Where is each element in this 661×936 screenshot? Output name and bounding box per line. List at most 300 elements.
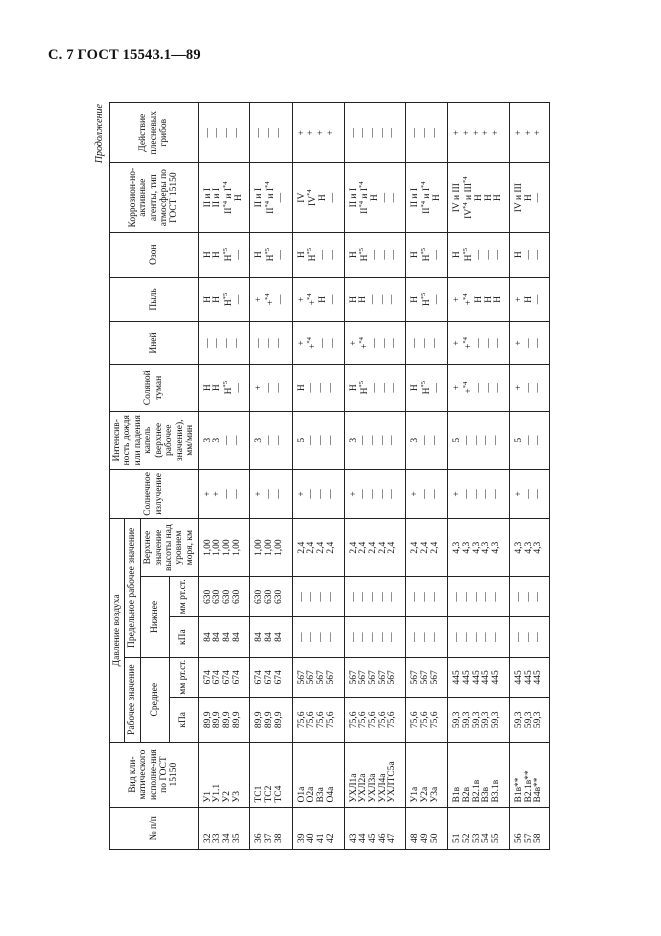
ozone-cell	[250, 232, 292, 277]
dust-cell	[406, 277, 448, 322]
cell-value: 567	[377, 670, 388, 685]
cell-value: 59,3	[452, 711, 463, 729]
header-mean-mmhg: мм рт.ст.	[169, 657, 198, 697]
cell-value: +	[254, 385, 265, 391]
fungi-cell	[198, 103, 250, 164]
cell-value: IV и III	[513, 183, 524, 213]
cell-value: —	[452, 632, 463, 642]
cell-value: +	[410, 491, 421, 497]
salt-fog-cell	[292, 364, 344, 411]
cell-value: 75,6	[316, 711, 326, 729]
dust-cell	[292, 277, 344, 322]
solar-cell	[406, 469, 448, 518]
cell-value: —	[348, 128, 359, 138]
cell-value: 4,3	[452, 541, 463, 554]
cell-value: —	[327, 249, 338, 260]
cell-value: Н	[296, 384, 307, 392]
cell-value: +	[481, 130, 492, 136]
cell-value: —	[387, 632, 398, 642]
cell-value: 445	[513, 670, 524, 685]
cell-value: 567	[306, 670, 317, 685]
cell-value: 630	[221, 589, 232, 604]
cell-value: —	[410, 592, 421, 602]
cell-value: —	[523, 249, 534, 260]
lower-mmhg-cell	[292, 577, 344, 617]
cell-value: 57	[523, 833, 534, 843]
cell-value: 1,00	[264, 539, 275, 556]
cell-value: +	[513, 340, 524, 346]
cell-value: —	[367, 294, 378, 305]
cell-value: —	[513, 632, 524, 642]
cell-value: 2,4	[429, 541, 440, 554]
salt-fog-cell	[250, 364, 292, 411]
cell-value: УХЛ1а	[348, 773, 359, 803]
cell-value: 2,4	[419, 541, 430, 554]
cell-value: О2а	[306, 786, 317, 803]
cell-value: 53	[471, 833, 482, 843]
cell-value: $Н^{*5}$	[221, 381, 235, 395]
cell-value: —	[367, 489, 378, 499]
cell-value: —	[306, 592, 317, 602]
corrosive-cell	[198, 163, 250, 232]
cell-value: —	[325, 382, 336, 393]
cell-value: —	[533, 192, 544, 203]
cell-value: 445	[533, 670, 544, 685]
cell-value: 4,3	[491, 541, 502, 554]
header-mean: Среднее	[140, 657, 169, 742]
table-header	[110, 103, 199, 850]
cell-value: 1,00	[221, 539, 232, 556]
cell-value: 445	[491, 670, 502, 685]
cell-value: —	[523, 382, 534, 393]
cell-value: —	[473, 249, 484, 260]
header-fungi: Действие плесневых грибов	[110, 103, 199, 164]
header-lower-mmhg: мм рт.ст.	[169, 577, 198, 617]
header-solar: Солнечное излучение	[110, 469, 199, 518]
num-cell	[292, 807, 344, 849]
code-cell	[509, 742, 549, 807]
corrosive-cell	[406, 163, 448, 232]
cell-value: IV$^{*4}$	[306, 189, 319, 206]
cell-value: $Н^{*5}$	[221, 248, 235, 262]
cell-value: Н	[483, 194, 494, 202]
cell-value: 445	[452, 670, 463, 685]
cell-value: 89,9	[221, 711, 232, 729]
table-row	[406, 103, 448, 850]
cell-value: —	[493, 249, 504, 260]
cell-value: —	[264, 435, 275, 446]
cell-value: —	[377, 592, 388, 602]
cell-value: —	[533, 592, 544, 602]
cell-value: —	[533, 632, 544, 642]
cell-value: —	[410, 632, 421, 642]
dust-cell	[509, 277, 549, 322]
cell-value: В1в	[452, 786, 463, 803]
cell-value: —	[471, 592, 482, 602]
salt-fog-cell	[406, 364, 448, 411]
cell-value: —	[367, 592, 378, 602]
header-limit-working: Предельное рабочее значение	[125, 519, 140, 658]
cell-value: 630	[231, 589, 242, 604]
cell-value: —	[429, 489, 440, 499]
mean-kpa-cell	[448, 697, 510, 742]
cell-value: 46	[377, 833, 388, 843]
cell-value: 5	[296, 437, 307, 443]
cell-value: —	[462, 632, 473, 642]
cell-value: Н	[212, 251, 223, 259]
cell-value: +$^{*4}$	[264, 293, 277, 306]
cell-value: У2а	[419, 786, 430, 803]
cell-value: 567	[387, 670, 398, 685]
cell-value: Н	[358, 295, 369, 303]
cell-value: 4,3	[462, 541, 473, 554]
cell-value: —	[318, 249, 329, 260]
cell-value: —	[533, 249, 544, 260]
cell-value: 674	[212, 670, 223, 685]
cell-value: 75,6	[410, 711, 421, 729]
solar-cell	[448, 469, 510, 518]
climatic-table	[109, 102, 550, 850]
cell-value: —	[431, 382, 442, 393]
dust-cell	[250, 277, 292, 322]
cell-value: —	[481, 489, 492, 499]
cell-value: 42	[325, 833, 336, 843]
cell-value: $Н^{*5}$	[419, 381, 432, 395]
cell-value: —	[358, 592, 369, 602]
cell-value: 84	[221, 632, 232, 642]
cell-value: 567	[358, 670, 369, 685]
code-cell	[448, 742, 510, 807]
cell-value: 5	[452, 437, 463, 443]
cell-value: —	[410, 128, 421, 138]
cell-value: 89,9	[231, 711, 242, 729]
cell-value: 567	[410, 670, 421, 685]
cell-value: Н	[431, 194, 442, 202]
cell-value: Н	[348, 384, 359, 392]
header-lower-kpa: кПа	[169, 617, 198, 657]
cell-value: —	[387, 489, 398, 499]
table-row	[448, 103, 510, 850]
upper-km-cell	[292, 519, 344, 577]
cell-value: —	[212, 338, 223, 348]
cell-value: Н	[452, 251, 463, 259]
lower-mmhg-cell	[448, 577, 510, 617]
frost-cell	[509, 322, 549, 364]
cell-value: Н	[202, 384, 213, 392]
rotated-table-area	[95, 100, 605, 850]
cell-value: —	[233, 249, 244, 260]
cell-value: В4в**	[533, 777, 544, 803]
cell-value: $Н^{*5}$	[264, 248, 277, 262]
cell-value: 567	[367, 670, 378, 685]
cell-value: —	[389, 338, 400, 348]
cell-value: +	[452, 385, 463, 391]
cell-value: 2,4	[387, 541, 398, 554]
cell-value: +$^{*4}$	[306, 293, 319, 306]
salt-fog-cell	[198, 364, 250, 411]
code-cell	[198, 742, 250, 807]
cell-value: —	[429, 128, 440, 138]
fungi-cell	[448, 103, 510, 164]
cell-value: 84	[212, 632, 223, 642]
cell-value: 34	[221, 833, 232, 843]
cell-value: —	[316, 632, 326, 642]
cell-value: —	[452, 592, 463, 602]
cell-value: +	[452, 296, 463, 303]
cell-value: +	[471, 130, 482, 136]
mean-kpa-cell	[250, 697, 292, 742]
frost-cell	[292, 322, 344, 364]
cell-value: 1,00	[273, 539, 284, 556]
cell-value: 33	[212, 833, 223, 843]
cell-value: Н	[410, 295, 421, 303]
cell-value: —	[533, 435, 544, 446]
cell-value: —	[264, 489, 275, 499]
solar-cell	[292, 469, 344, 518]
cell-value: —	[212, 128, 223, 138]
num-cell	[344, 807, 406, 849]
cell-value: 40	[306, 833, 317, 843]
cell-value: 38	[273, 833, 284, 843]
salt-fog-cell	[448, 364, 510, 411]
cell-value: Н	[348, 251, 359, 259]
cell-value: —	[327, 338, 338, 348]
cell-value: —	[370, 338, 381, 348]
ozone-cell	[406, 232, 448, 277]
cell-value: —	[462, 489, 473, 499]
cell-value: УХЛ4а	[377, 773, 388, 803]
cell-value: Н	[513, 251, 524, 259]
header-rain: Интенсив-ность дождя или падения капель (верхнее рабочее значение), мм/мин	[110, 411, 199, 469]
cell-value: 51	[452, 833, 463, 843]
lower-mmhg-cell	[250, 577, 292, 617]
cell-value: +	[513, 491, 524, 497]
cell-value: —	[327, 192, 338, 203]
cell-value: 2,4	[325, 541, 336, 554]
cell-value: —	[533, 294, 544, 305]
salt-fog-cell	[344, 364, 406, 411]
cell-value: 43	[348, 833, 359, 843]
cell-value: —	[254, 128, 265, 138]
corrosive-cell	[448, 163, 510, 232]
cell-value: —	[387, 435, 398, 446]
cell-value: —	[358, 489, 369, 499]
cell-value: —	[483, 382, 494, 393]
cell-value: +	[296, 491, 307, 497]
code-cell	[344, 742, 406, 807]
cell-value: 44	[358, 833, 369, 843]
corrosive-cell	[509, 163, 549, 232]
cell-value: 630	[273, 589, 284, 604]
cell-value: 58	[533, 833, 544, 843]
header-num: № п/п	[110, 807, 199, 849]
cell-value: 1,00	[254, 539, 265, 556]
cell-value: +	[513, 296, 524, 303]
header-mean-kpa: кПа	[169, 697, 198, 742]
salt-fog-cell	[509, 364, 549, 411]
mean-mmhg-cell	[509, 657, 549, 697]
cell-value: У1.1	[212, 783, 223, 803]
cell-value: —	[377, 294, 388, 305]
cell-value: —	[273, 489, 284, 499]
cell-value: 89,9	[254, 711, 265, 729]
fungi-cell	[509, 103, 549, 164]
rain-cell	[292, 411, 344, 469]
cell-value: Н	[370, 194, 381, 202]
cell-value: —	[306, 632, 317, 642]
cell-value: —	[483, 249, 494, 260]
header-upper: Верхнее значение высоты над уровнем моря, км	[140, 519, 198, 577]
cell-value: —	[462, 592, 473, 602]
cell-value: —	[523, 435, 534, 446]
cell-value: $Н^{*5}$	[419, 292, 432, 307]
cell-value: 59,3	[491, 711, 502, 729]
cell-value: 75,6	[387, 711, 398, 729]
lower-kpa-cell	[406, 617, 448, 657]
cell-value: —	[316, 435, 326, 446]
fungi-cell	[406, 103, 448, 164]
cell-value: —	[471, 632, 482, 642]
cell-value: —	[377, 489, 388, 499]
cell-value: 48	[410, 833, 421, 843]
mean-kpa-cell	[509, 697, 549, 742]
cell-value: —	[481, 632, 492, 642]
rain-cell	[406, 411, 448, 469]
cell-value: 2,4	[358, 541, 369, 554]
upper-km-cell	[406, 519, 448, 577]
cell-value: 4,3	[471, 541, 482, 554]
solar-cell	[250, 469, 292, 518]
table-row	[509, 103, 549, 850]
cell-value: —	[379, 338, 390, 348]
cell-value: 3	[202, 437, 213, 443]
rain-cell	[250, 411, 292, 469]
cell-value: О1а	[296, 786, 307, 803]
cell-value: —	[493, 338, 504, 348]
cell-value: +	[306, 130, 317, 136]
cell-value: 59,3	[513, 711, 524, 729]
fungi-cell	[344, 103, 406, 164]
cell-value: 630	[202, 589, 213, 604]
cell-value: —	[379, 249, 390, 260]
cell-value: 89,9	[202, 711, 213, 729]
cell-value: 49	[419, 833, 430, 843]
cell-value: 2,4	[316, 541, 326, 554]
cell-value: —	[296, 592, 307, 602]
cell-value: IV$^{*4}$ и III$^{*4}$	[462, 176, 475, 219]
cell-value: $Н^{*5}$	[221, 292, 235, 307]
cell-value: Н	[233, 194, 244, 202]
cell-value: 59,3	[533, 711, 544, 729]
cell-value: 75,6	[348, 711, 359, 729]
cell-value: +	[348, 491, 359, 497]
cell-value: Н	[318, 194, 329, 202]
cell-value: $Н^{*5}$	[462, 248, 475, 262]
cell-value: 4,3	[481, 541, 492, 554]
cell-value: —	[513, 592, 524, 602]
cell-value: 59,3	[471, 711, 482, 729]
table-row	[344, 103, 406, 850]
upper-km-cell	[344, 519, 406, 577]
cell-value: 3	[254, 437, 265, 443]
cell-value: +$^{*4}$	[462, 381, 475, 394]
lower-kpa-cell	[292, 617, 344, 657]
cell-value: Н	[348, 295, 359, 303]
cell-value: —	[493, 382, 504, 393]
upper-km-cell	[250, 519, 292, 577]
table-row	[250, 103, 292, 850]
corrosive-cell	[344, 163, 406, 232]
cell-value: —	[233, 382, 244, 393]
cell-value: 35	[231, 833, 242, 843]
cell-value: —	[462, 435, 473, 446]
cell-value: Н	[254, 251, 265, 259]
cell-value: —	[254, 338, 265, 348]
ozone-cell	[292, 232, 344, 277]
solar-cell	[198, 469, 250, 518]
cell-value: Н	[483, 295, 494, 303]
mean-kpa-cell	[406, 697, 448, 742]
header-salt-fog: Соляной туман	[110, 364, 199, 411]
corrosive-cell	[250, 163, 292, 232]
cell-value: +	[452, 340, 463, 346]
cell-value: Н	[202, 295, 213, 303]
cell-value: +$^{*4}$	[306, 337, 319, 349]
cell-value: 75,6	[377, 711, 388, 729]
cell-value: —	[419, 632, 430, 642]
cell-value: —	[533, 489, 544, 499]
cell-value: 75,6	[429, 711, 440, 729]
cell-value: —	[275, 294, 286, 305]
cell-value: 4,3	[513, 541, 524, 554]
cell-value: —	[379, 382, 390, 393]
cell-value: —	[325, 435, 336, 446]
mean-kpa-cell	[292, 697, 344, 742]
cell-value: —	[419, 435, 430, 446]
cell-value: —	[358, 128, 369, 138]
cell-value: —	[419, 592, 430, 602]
cell-value: В3а	[316, 787, 326, 803]
cell-value: —	[264, 128, 275, 138]
cell-value: УХЛ2а	[358, 773, 369, 803]
cell-value: —	[316, 489, 326, 499]
cell-value: $Н^{*5}$	[419, 248, 432, 262]
cell-value: II$^{*4}$ и $I^{*4}$	[358, 181, 371, 214]
mean-mmhg-cell	[250, 657, 292, 697]
cell-value: Н	[473, 295, 484, 303]
cell-value: УХЛ3а	[367, 773, 378, 803]
cell-value: +	[202, 491, 213, 497]
cell-value: 89,9	[212, 711, 223, 729]
lower-kpa-cell	[448, 617, 510, 657]
cell-value: 75,6	[358, 711, 369, 729]
cell-value: II и I	[410, 188, 421, 208]
cell-value: 75,6	[367, 711, 378, 729]
cell-value: +	[296, 130, 307, 136]
cell-value: 59,3	[481, 711, 492, 729]
cell-value: —	[473, 338, 484, 348]
cell-value: 39	[296, 833, 307, 843]
ozone-cell	[509, 232, 549, 277]
cell-value: +	[513, 385, 524, 391]
cell-value: Н	[473, 194, 484, 202]
dust-cell	[344, 277, 406, 322]
cell-value: —	[231, 338, 242, 348]
header-air-pressure: Давление воздуха	[110, 519, 125, 743]
header-frost: Иней	[110, 322, 199, 364]
cell-value: —	[221, 128, 232, 138]
cell-value: —	[481, 435, 492, 446]
